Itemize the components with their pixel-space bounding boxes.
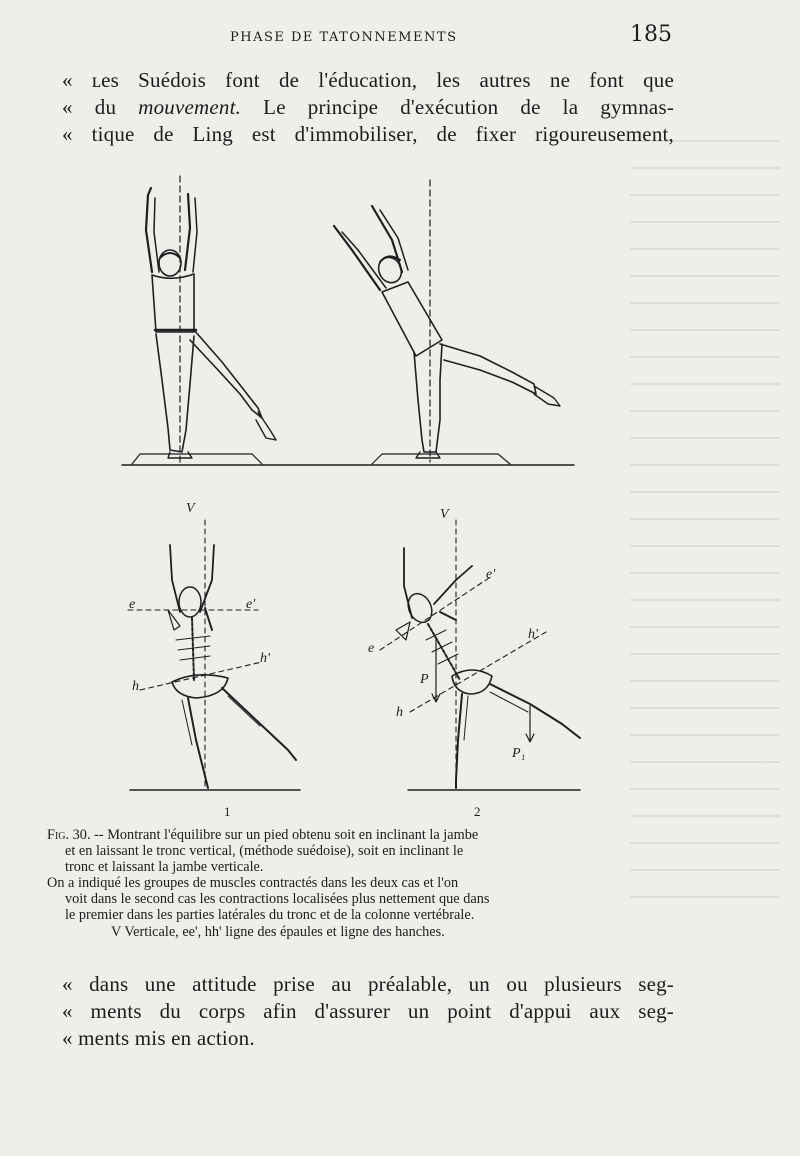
hip-line-2 xyxy=(410,632,546,712)
label-p: P xyxy=(420,672,429,687)
caption-line-1 xyxy=(47,827,672,843)
caption-line-3: tronc et laissant la jambe verticale. xyxy=(65,859,264,876)
bottom-quote-line-2: « ments du corps afin d'assurer un point d'appui aux seg- xyxy=(62,999,674,1023)
running-title: PHASE DE TATONNEMENTS xyxy=(230,30,458,45)
skeleton-1-pelvis xyxy=(172,675,228,698)
label-p1: P₁ xyxy=(512,746,526,761)
gymnast-1-raised-leg xyxy=(190,330,262,418)
bottom-quote xyxy=(62,971,674,1052)
gymnast-2-head xyxy=(375,254,406,287)
gymnast-1-standing-leg xyxy=(156,334,194,452)
gymnast-2-drawing xyxy=(334,180,560,464)
mat-2 xyxy=(372,454,510,464)
label-h1-prime: h' xyxy=(260,651,270,666)
bottom-quote-line-1: « dans une attitude prise au préalable, un ou plusieurs seg- xyxy=(62,972,674,996)
hip-line-1 xyxy=(140,662,262,690)
caption-fig-label: Fig. 30. xyxy=(47,827,91,843)
label-e2: e xyxy=(368,641,375,656)
skeleton-2-pelvis xyxy=(452,670,492,694)
figure-number-2: 2 xyxy=(474,804,481,819)
figure-caption xyxy=(47,827,672,940)
bottom-quote-line-3: « ments mis en action. xyxy=(62,1026,255,1050)
caption-line-6: le premier dans les parties latérales du tronc et de la colonne vertébrale. xyxy=(65,907,475,924)
label-e1-prime: e' xyxy=(246,597,256,612)
gymnast-2-torso xyxy=(382,282,442,356)
gymnast-2-standing-leg xyxy=(414,344,442,452)
mat-1 xyxy=(132,454,262,464)
page-number: 185 xyxy=(630,22,672,47)
label-h1: h xyxy=(132,679,139,694)
caption-line-1-text: -- Montrant l'équilibre sur un pied obtenu soit en inclinant la jambe xyxy=(90,827,479,843)
gymnast-1-torso xyxy=(152,274,194,332)
label-v1: V xyxy=(186,501,195,516)
label-h2-prime: h' xyxy=(528,627,538,642)
top-quote-line-2-post: Le principe d'exécution de la gymnas- xyxy=(241,95,675,119)
caption-line-2: et en laissant le tronc vertical, (méthode suédoise), soit en inclinant le xyxy=(65,843,464,860)
label-h2: h xyxy=(396,705,403,720)
figure-number-1: 1 xyxy=(224,804,231,819)
caption-line-4: On a indiqué les groupes de muscles contractés dans les deux cas et l'on xyxy=(47,875,459,892)
top-quote-line-2-pre: « du xyxy=(62,95,139,119)
label-v2: V xyxy=(440,507,449,522)
top-quote-line-2-emphasis: mouvement. xyxy=(138,95,242,119)
skeleton-diagram-2 xyxy=(380,520,580,790)
skeleton-1-head xyxy=(179,587,201,617)
caption-line-7: V Verticale, ee', hh' ligne des épaules et ligne des hanches. xyxy=(111,923,445,940)
top-quote-line-1: « ʟes Suédois font de l'éducation, les autres ne font que xyxy=(62,68,674,92)
top-quote-line-3: « tique de Ling est d'immobiliser, de fixer rigoureusement, xyxy=(62,122,674,146)
gymnast-1-drawing xyxy=(122,176,574,465)
gymnast-2-raised-leg xyxy=(440,344,536,394)
skeleton-diagram-1 xyxy=(128,520,300,790)
caption-line-5: voit dans le second cas les contractions localisées plus nettement que dans xyxy=(65,891,490,908)
label-e2-prime: e' xyxy=(486,567,496,582)
label-e1: e xyxy=(129,597,136,612)
